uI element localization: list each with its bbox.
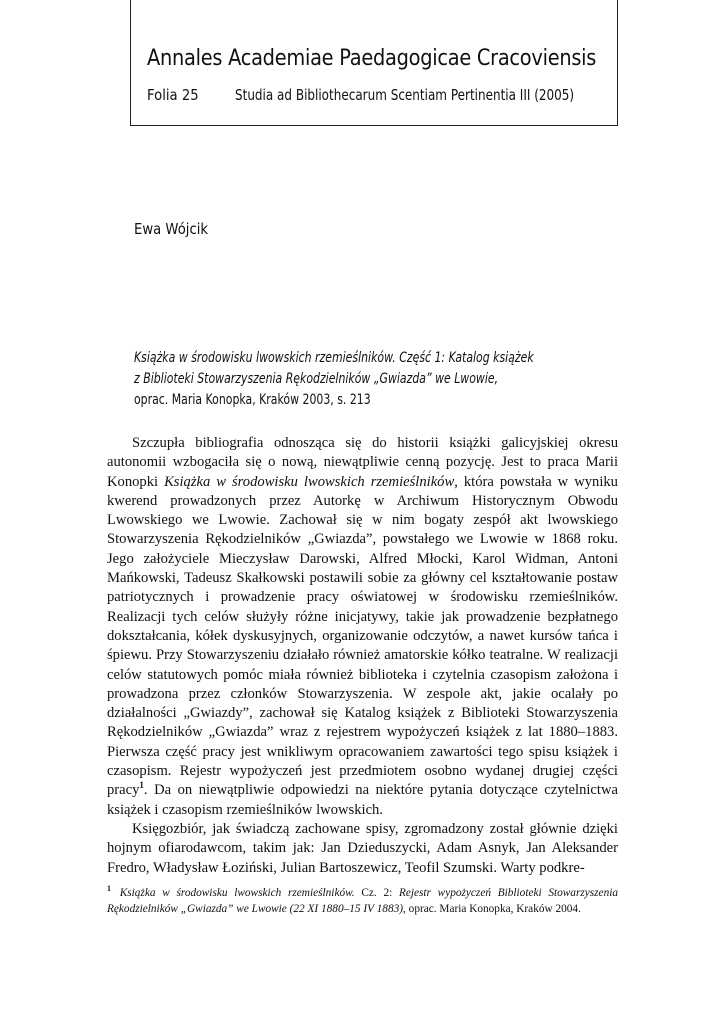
- journal-title: Annales Academiae Paedagogicae Cracoviensis: [147, 46, 597, 71]
- footnote-ref-1: 1: [139, 780, 144, 791]
- paragraph-1-book-title: Książka w środowisku lwowskich rzemieślników: [164, 473, 455, 490]
- paragraph-1-text-a: Szczupła bibliografia odnosząca się do historii książki galicyjskiej okresu autonomii wzbogaciła się o nową, niewątpliwie cenną pozycję. Jest to praca Marii Konopki: [107, 435, 618, 490]
- review-line-3: oprac. Maria Konopka, Kraków 2003, s. 213: [134, 392, 371, 408]
- footnote-title-2: Rejestr wypożyczeń Biblioteki Stowarzyszenia Rękodzielników „Gwiazda” we Lwowie (22 XI 1880–15 IV 1883): [107, 887, 619, 915]
- paragraph-1-text-c: . Da on niewątpliwie odpowiedzi na niektóre pytania dotyczące czytelnictwa książek i czasopism rzemieślników lwowskich.: [107, 782, 618, 818]
- review-line-1: Książka w środowisku lwowskich rzemieślników. Część 1: Katalog książek: [134, 350, 534, 366]
- reviewed-book-reference: [134, 348, 654, 411]
- paragraph-1-text-b: , która powstała w wyniku kwerend prowadzonych przez Autorkę w Archiwum Historycznym Obwodu Lwowskiego we Lwowie. Zachował się w nim bogaty zespół akt lwowskiego Stowarzyszenia Rękodzielników „Gwiazda”, powstałego we Lwowie w 1868 roku. Jego założyciele Mieczysław Darowski, Alfred Młocki, Karol Widman, Antoni Mańkowski, Tadeusz Skałkowski postawili sobie za główny cel kształtowanie postaw patriotycznych i prowadzenie pracy oświatowej w środowisku rzemieślników. Realizacji tych celów służyły różne inicjatywy, takie jak prowadzenie bezpłatnego dokształcania, kółek dyskusyjnych, organizowanie odczytów, a nawet kursów tańca i śpiewu. Przy Stowarzyszeniu działało również amatorskie kółko teatralne. W realizacji celów statutowych pomóc miała również biblioteka i czytelnia czasopism założona i prowadzona przez członków Stowarzyszenia. W zespole akt, jakie ocalały po działalności „Gwiazdy”, zachował się Katalog książek z Biblioteki Stowarzyszenia Rękodzielników „Gwiazda” wraz z rejestrem wypożyczeń książek z lat 1880–1883. Pierwsza część pracy jest wnikliwym opracowaniem zawartości tego spisu książek i czasopism. Rejestr wypożyczeń jest przedmiotem osobno wydanej drugiej części pracy: [107, 473, 618, 799]
- paragraph-2: Księgozbiór, jak świadczą zachowane spisy, zgromadzony został głównie dzięki hojnym ofiarodawcom, takim jak: Jan Dzieduszycki, Adam Asnyk, Jan Aleksander Fredro, Władysław Łoziński, Julian Bartoszewicz, Teofil Szumski. Warty podkre-: [107, 820, 618, 876]
- footnote-number: 1: [107, 884, 111, 894]
- journal-series: Studia ad Bibliothecarum Scentiam Pertinentia III (2005): [235, 86, 575, 104]
- journal-folia: Folia 25: [147, 86, 199, 104]
- journal-header: [130, 0, 618, 126]
- footnote-title-1: Książka w środowisku lwowskich rzemieślników.: [119, 887, 355, 899]
- footnote-mid: Cz. 2:: [354, 887, 399, 899]
- body-text: [107, 434, 618, 878]
- review-line-2: z Biblioteki Stowarzyszenia Rękodzielników „Gwiazda” we Lwowie,: [134, 371, 499, 387]
- paragraph-1: [107, 434, 618, 820]
- footnote-1: [107, 885, 618, 917]
- footnote-tail: , oprac. Maria Konopka, Kraków 2004.: [403, 903, 581, 915]
- author-name: Ewa Wójcik: [134, 220, 209, 238]
